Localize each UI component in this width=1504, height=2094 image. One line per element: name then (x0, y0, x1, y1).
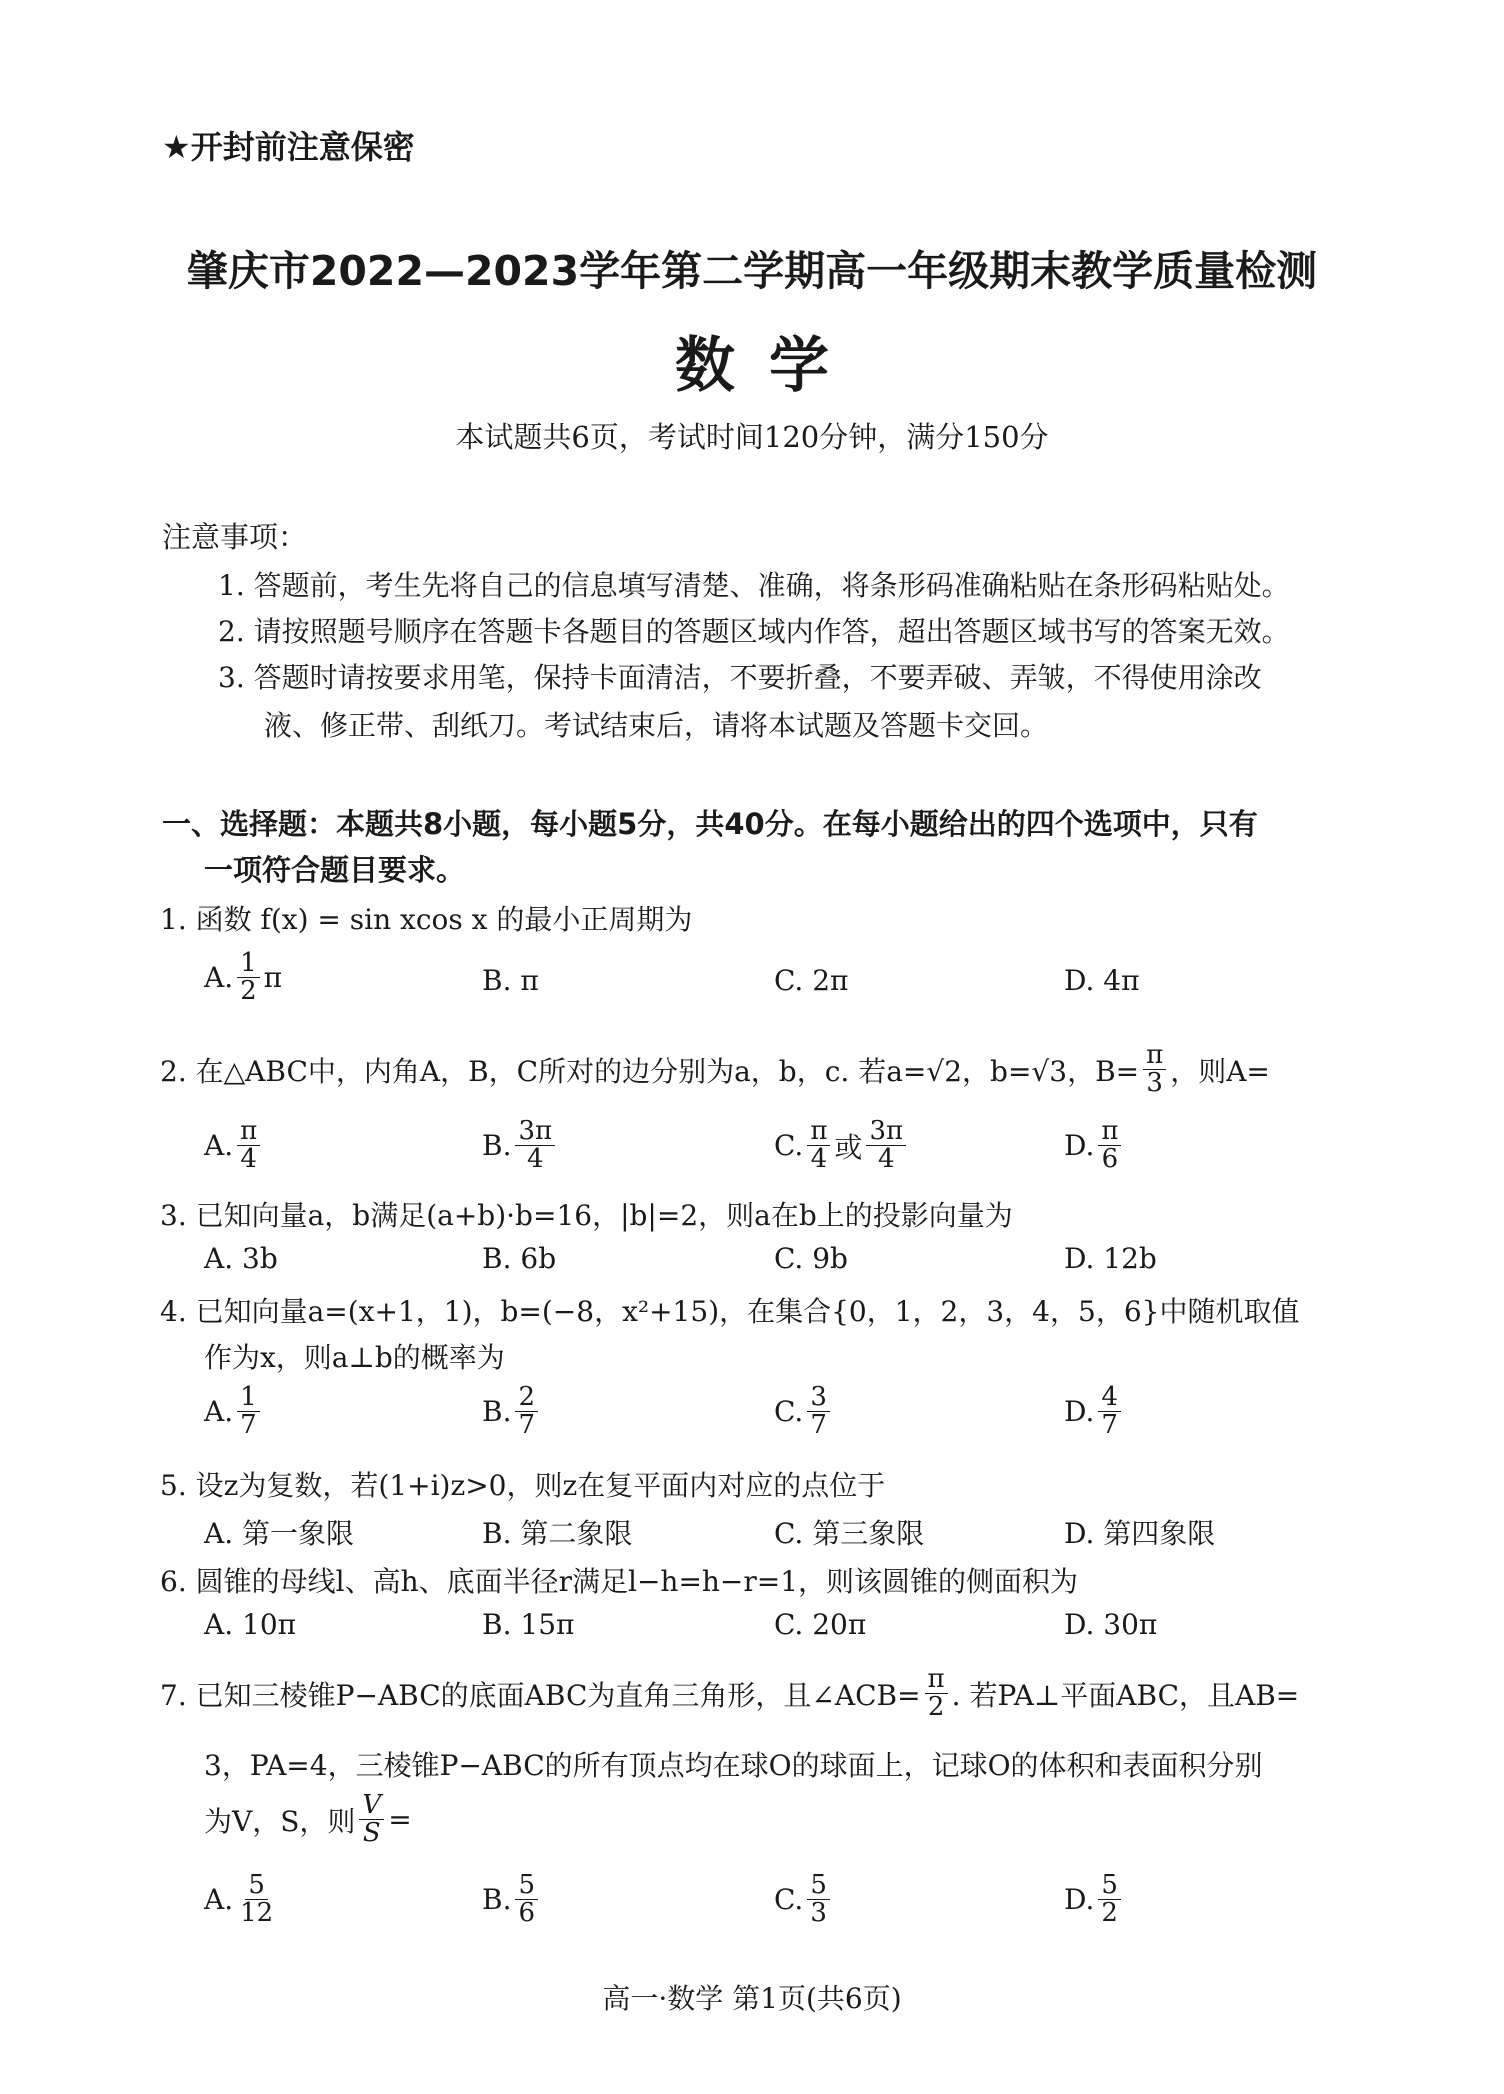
q7-option-a (204, 1872, 280, 1928)
fraction (807, 1118, 830, 1174)
question-7-stem-cont: 3，PA=4，三棱锥P−ABC的所有顶点均在球O的球面上，记球O的体积和表面积分别 (204, 1749, 1263, 1782)
question-1-stem: 1. 函数 f(x) = sin xcos x 的最小正周期为 (160, 903, 693, 936)
q7-option-d (1064, 1872, 1125, 1928)
stem-suffix: ，则A= (1170, 1054, 1270, 1088)
option-label: C. (774, 1883, 804, 1917)
confidential-notice: ★开封前注意保密 (162, 128, 415, 166)
option-suffix: π (263, 961, 283, 995)
option-label: B. (482, 1129, 512, 1163)
option-label: A. (204, 961, 234, 995)
numerator: 1 (237, 1384, 260, 1412)
denominator: 4 (877, 1144, 895, 1175)
q5-option-b: B. 第二象限 (482, 1517, 633, 1550)
option-label: A. (204, 1395, 234, 1429)
denominator: 4 (240, 1144, 257, 1175)
option-label: B. (482, 1395, 512, 1429)
denominator: S (362, 1818, 381, 1849)
option-label: D. (1064, 1883, 1095, 1917)
q6-option-c: C. 20π (774, 1608, 867, 1641)
fraction (237, 1872, 276, 1928)
denominator: 2 (240, 976, 257, 1007)
q4-option-c (774, 1384, 834, 1440)
question-7-stem-end (204, 1792, 412, 1848)
question-2-stem (160, 1042, 1270, 1098)
q3-option-d: D. 12b (1064, 1242, 1157, 1275)
denominator: 6 (1101, 1144, 1119, 1175)
denominator: 7 (518, 1410, 536, 1441)
numerator: π (925, 1666, 948, 1694)
numerator: π (1098, 1118, 1121, 1146)
stem-suffix: = (388, 1803, 412, 1837)
question-6-stem: 6. 圆锥的母线l、高h、底面半径r满足l−h=h−r=1，则该圆锥的侧面积为 (160, 1565, 1079, 1598)
fraction (237, 1118, 260, 1174)
numerator: 4 (1098, 1384, 1121, 1412)
stem-suffix: . 若PA⊥平面ABC，且AB= (951, 1678, 1300, 1712)
stem-text: 2. 在△ABC中，内角A，B，C所对的边分别为a，b，c. 若a=√2，b=√3，B= (160, 1054, 1140, 1088)
fraction (1143, 1042, 1166, 1098)
numerator: V (359, 1792, 384, 1820)
denominator: 2 (927, 1692, 945, 1723)
note-item-2: 2. 请按照题号顺序在答题卡各题目的答题区域内作答，超出答题区域书写的答案无效。 (218, 615, 1290, 648)
q5-option-a: A. 第一象限 (204, 1517, 355, 1550)
q2-option-a (204, 1118, 264, 1174)
q1-option-c: C. 2π (774, 964, 849, 997)
denominator: 7 (1101, 1410, 1118, 1441)
option-connector: 或 (834, 1130, 863, 1164)
page-footer: 高一·数学 第1页(共6页) (602, 1982, 902, 2015)
section-heading-cont: 一项符合题目要求。 (204, 853, 466, 887)
question-3-stem: 3. 已知向量a，b满足(a+b)·b=16，|b|=2，则a在b上的投影向量为 (160, 1199, 1013, 1232)
q5-option-d: D. 第四象限 (1064, 1517, 1216, 1550)
numerator: 5 (1098, 1872, 1121, 1900)
denominator: 12 (240, 1898, 274, 1929)
fraction (807, 1872, 830, 1928)
fraction (925, 1666, 948, 1722)
note-item-3-cont: 液、修正带、刮纸刀。考试结束后，请将本试题及答题卡交回。 (264, 709, 1049, 742)
q3-option-c: C. 9b (774, 1242, 848, 1275)
subject-title: 数学 (675, 331, 863, 401)
fraction (237, 1384, 260, 1440)
numerator: π (1143, 1042, 1166, 1070)
q7-option-c (774, 1872, 834, 1928)
numerator: 3π (866, 1118, 906, 1146)
denominator: 6 (518, 1898, 536, 1929)
q2-option-c (774, 1118, 910, 1174)
q3-option-b: B. 6b (482, 1242, 557, 1275)
option-label: D. (1064, 1129, 1095, 1163)
fraction (1098, 1118, 1121, 1174)
denominator: 7 (810, 1410, 827, 1441)
numerator: 3π (515, 1118, 555, 1146)
numerator: π (237, 1118, 260, 1146)
q2-option-d (1064, 1118, 1125, 1174)
q6-option-d: D. 30π (1064, 1608, 1158, 1641)
q4-option-d (1064, 1384, 1125, 1440)
denominator: 4 (810, 1144, 828, 1175)
q1-option-d: D. 4π (1064, 964, 1140, 997)
option-label: B. (482, 1883, 512, 1917)
numerator: 5 (515, 1872, 538, 1900)
q1-option-a (204, 950, 282, 1006)
fraction (866, 1118, 906, 1174)
denominator: 3 (810, 1898, 827, 1929)
numerator: 1 (237, 950, 260, 978)
q5-option-c: C. 第三象限 (774, 1517, 925, 1550)
stem-text: 7. 已知三棱锥P−ABC的底面ABC为直角三角形，且∠ACB= (160, 1678, 921, 1712)
fraction (515, 1872, 538, 1928)
q7-option-b (482, 1872, 542, 1928)
fraction (807, 1384, 830, 1440)
denominator: 7 (240, 1410, 257, 1441)
numerator: 5 (245, 1872, 268, 1900)
section-heading: 一、选择题：本题共8小题，每小题5分，共40分。在每小题给出的四个选项中，只有 (162, 807, 1258, 841)
option-label: A. (204, 1883, 234, 1917)
denominator: 2 (1101, 1898, 1118, 1929)
denominator: 3 (1146, 1068, 1163, 1099)
q6-option-a: A. 10π (204, 1608, 297, 1641)
fraction (515, 1118, 555, 1174)
question-4-stem-cont: 作为x，则a⊥b的概率为 (204, 1341, 505, 1374)
question-4-stem: 4. 已知向量a=(x+1，1)，b=(−8，x²+15)，在集合{0，1，2，3，4，5，6}中随机取值 (160, 1295, 1300, 1328)
option-label: C. (774, 1395, 804, 1429)
note-item-1: 1. 答题前，考生先将自己的信息填写清楚、准确，将条形码准确粘贴在条形码粘贴处。 (218, 569, 1290, 602)
stem-text: 为V，S，则 (204, 1804, 356, 1838)
fraction (359, 1792, 384, 1848)
numerator: 5 (807, 1872, 830, 1900)
numerator: π (807, 1118, 830, 1146)
q3-option-a: A. 3b (204, 1242, 278, 1275)
q4-option-b (482, 1384, 542, 1440)
question-7-stem (160, 1666, 1299, 1722)
fraction (1098, 1384, 1121, 1440)
fraction (237, 950, 260, 1006)
q4-option-a (204, 1384, 264, 1440)
denominator: 4 (527, 1144, 544, 1175)
q1-option-b: B. π (482, 964, 539, 997)
numerator: 3 (807, 1384, 830, 1412)
option-label: D. (1064, 1395, 1095, 1429)
note-item-3: 3. 答题时请按要求用笔，保持卡面清洁，不要折叠，不要弄破、弄皱，不得使用涂改 (218, 661, 1262, 694)
option-label: C. (774, 1129, 804, 1163)
q2-option-b (482, 1118, 559, 1174)
q6-option-b: B. 15π (482, 1608, 575, 1641)
fraction (515, 1384, 538, 1440)
option-label: A. (204, 1129, 234, 1163)
exam-info: 本试题共6页，考试时间120分钟，满分150分 (455, 420, 1049, 454)
fraction (1098, 1872, 1121, 1928)
exam-title: 肇庆市2022—2023学年第二学期高一年级期末教学质量检测 (186, 247, 1318, 295)
numerator: 2 (515, 1384, 538, 1412)
question-5-stem: 5. 设z为复数，若(1+i)z>0，则z在复平面内对应的点位于 (160, 1469, 886, 1502)
notes-heading: 注意事项： (162, 520, 308, 554)
